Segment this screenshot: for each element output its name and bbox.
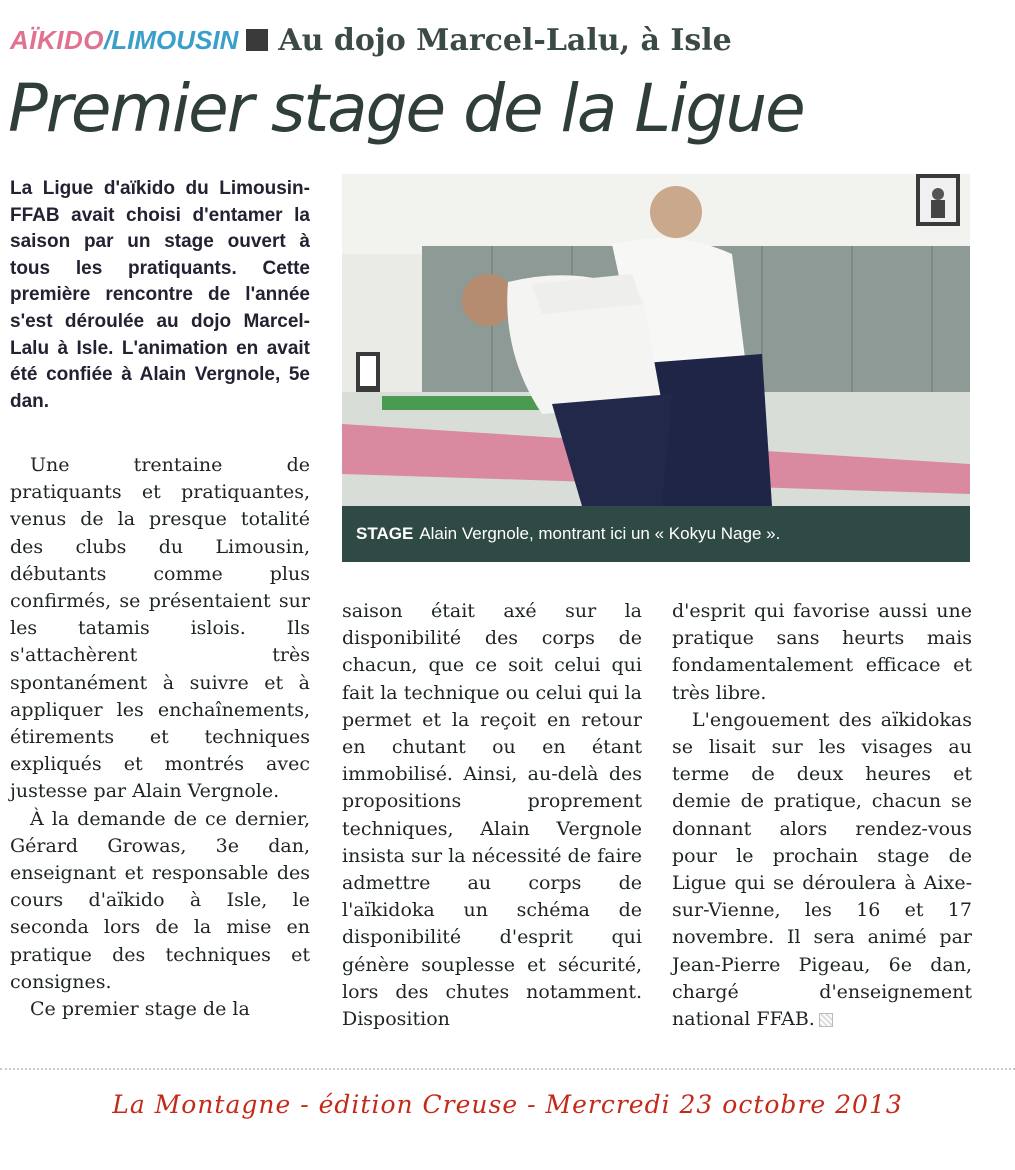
rubric-slash: / xyxy=(104,24,112,55)
rubric-limousin: LIMOUSIN xyxy=(111,24,239,55)
article-photo xyxy=(342,174,970,506)
article-column-1 xyxy=(10,452,310,1023)
article-headline: Premier stage de la Ligue xyxy=(8,70,804,147)
paragraph: saison était axé sur la disponibilité des corps de chacun, que ce soit celui qui fait la technique ou celui qui la permet et la reçoit en retour en chutant ou en étant immobilisé. Ainsi, au-delà des propositions proprement techniques, Alain Vergnole insista sur la nécessité de faire admettre au corps de l'aïkidoka un schéma de disponibilité d'esprit qui génère souplesse et sécurité, lors des chutes notamment. Disposition xyxy=(342,600,642,1031)
paragraph-text: L'engouement des aïkidokas se lisait sur les visages au terme de deux heures et demie de pratique, chacun se donnant alors rendez-vous pour le prochain stage de Ligue qui se déroulera à Aixe-sur-Vienne, les 16 et 17 novembre. Il sera animé par Jean-Pierre Pigeau, 6e dan, chargé d'enseignement national FFAB. xyxy=(672,708,972,1031)
aikido-photo-illustration xyxy=(342,174,970,506)
article-lead: La Ligue d'aïkido du Limousin-FFAB avait choisi d'entamer la saison par un stage ouvert à tous les pratiquants. Cette première rencontre de l'année s'est déroulée au dojo Marcel-Lalu à Isle. L'animation en avait été confiée à Alain Vergnole, 5e dan. xyxy=(10,178,310,412)
square-bullet-icon xyxy=(246,29,268,51)
paragraph: À la demande de ce dernier, Gérard Growas, 3e dan, enseignant et responsable des cours d'aïkido à Isle, le seconda lors de la mise en pratique des techniques et consignes. xyxy=(10,807,310,993)
rubric-location: Au dojo Marcel-Lalu, à Isle xyxy=(278,22,732,58)
page-divider xyxy=(0,1068,1015,1070)
paragraph: d'esprit qui favorise aussi une pratique sans heurts mais fondamentalement efficace et très libre. xyxy=(672,600,972,704)
caption-text: Alain Vergnole, montrant ici un « Kokyu Nage ». xyxy=(419,524,781,543)
article-column-2 xyxy=(342,598,642,1033)
photo-caption xyxy=(342,506,970,562)
end-mark-icon xyxy=(819,1013,833,1027)
rubric-kicker xyxy=(10,20,732,60)
paragraph xyxy=(672,707,972,1033)
article-column-3 xyxy=(672,598,972,1033)
caption-keyword: STAGE xyxy=(356,524,414,543)
publication-source: La Montagne - édition Creuse - Mercredi 23 octobre 2013 xyxy=(112,1090,903,1119)
paragraph: Une trentaine de pratiquants et pratiquantes, venus de la presque totalité des clubs du Limousin, débutants comme plus confirmés, se présentaient sur les tatamis islois. Ils s'attachèrent très spontanément à suivre et à appliquer les enchaînements, étirements et techniques expliqués et montrés avec justesse par Alain Vergnole. xyxy=(10,454,310,803)
rubric-aikido: AÏKIDO xyxy=(10,24,104,55)
paragraph: Ce premier stage de la xyxy=(30,998,250,1021)
